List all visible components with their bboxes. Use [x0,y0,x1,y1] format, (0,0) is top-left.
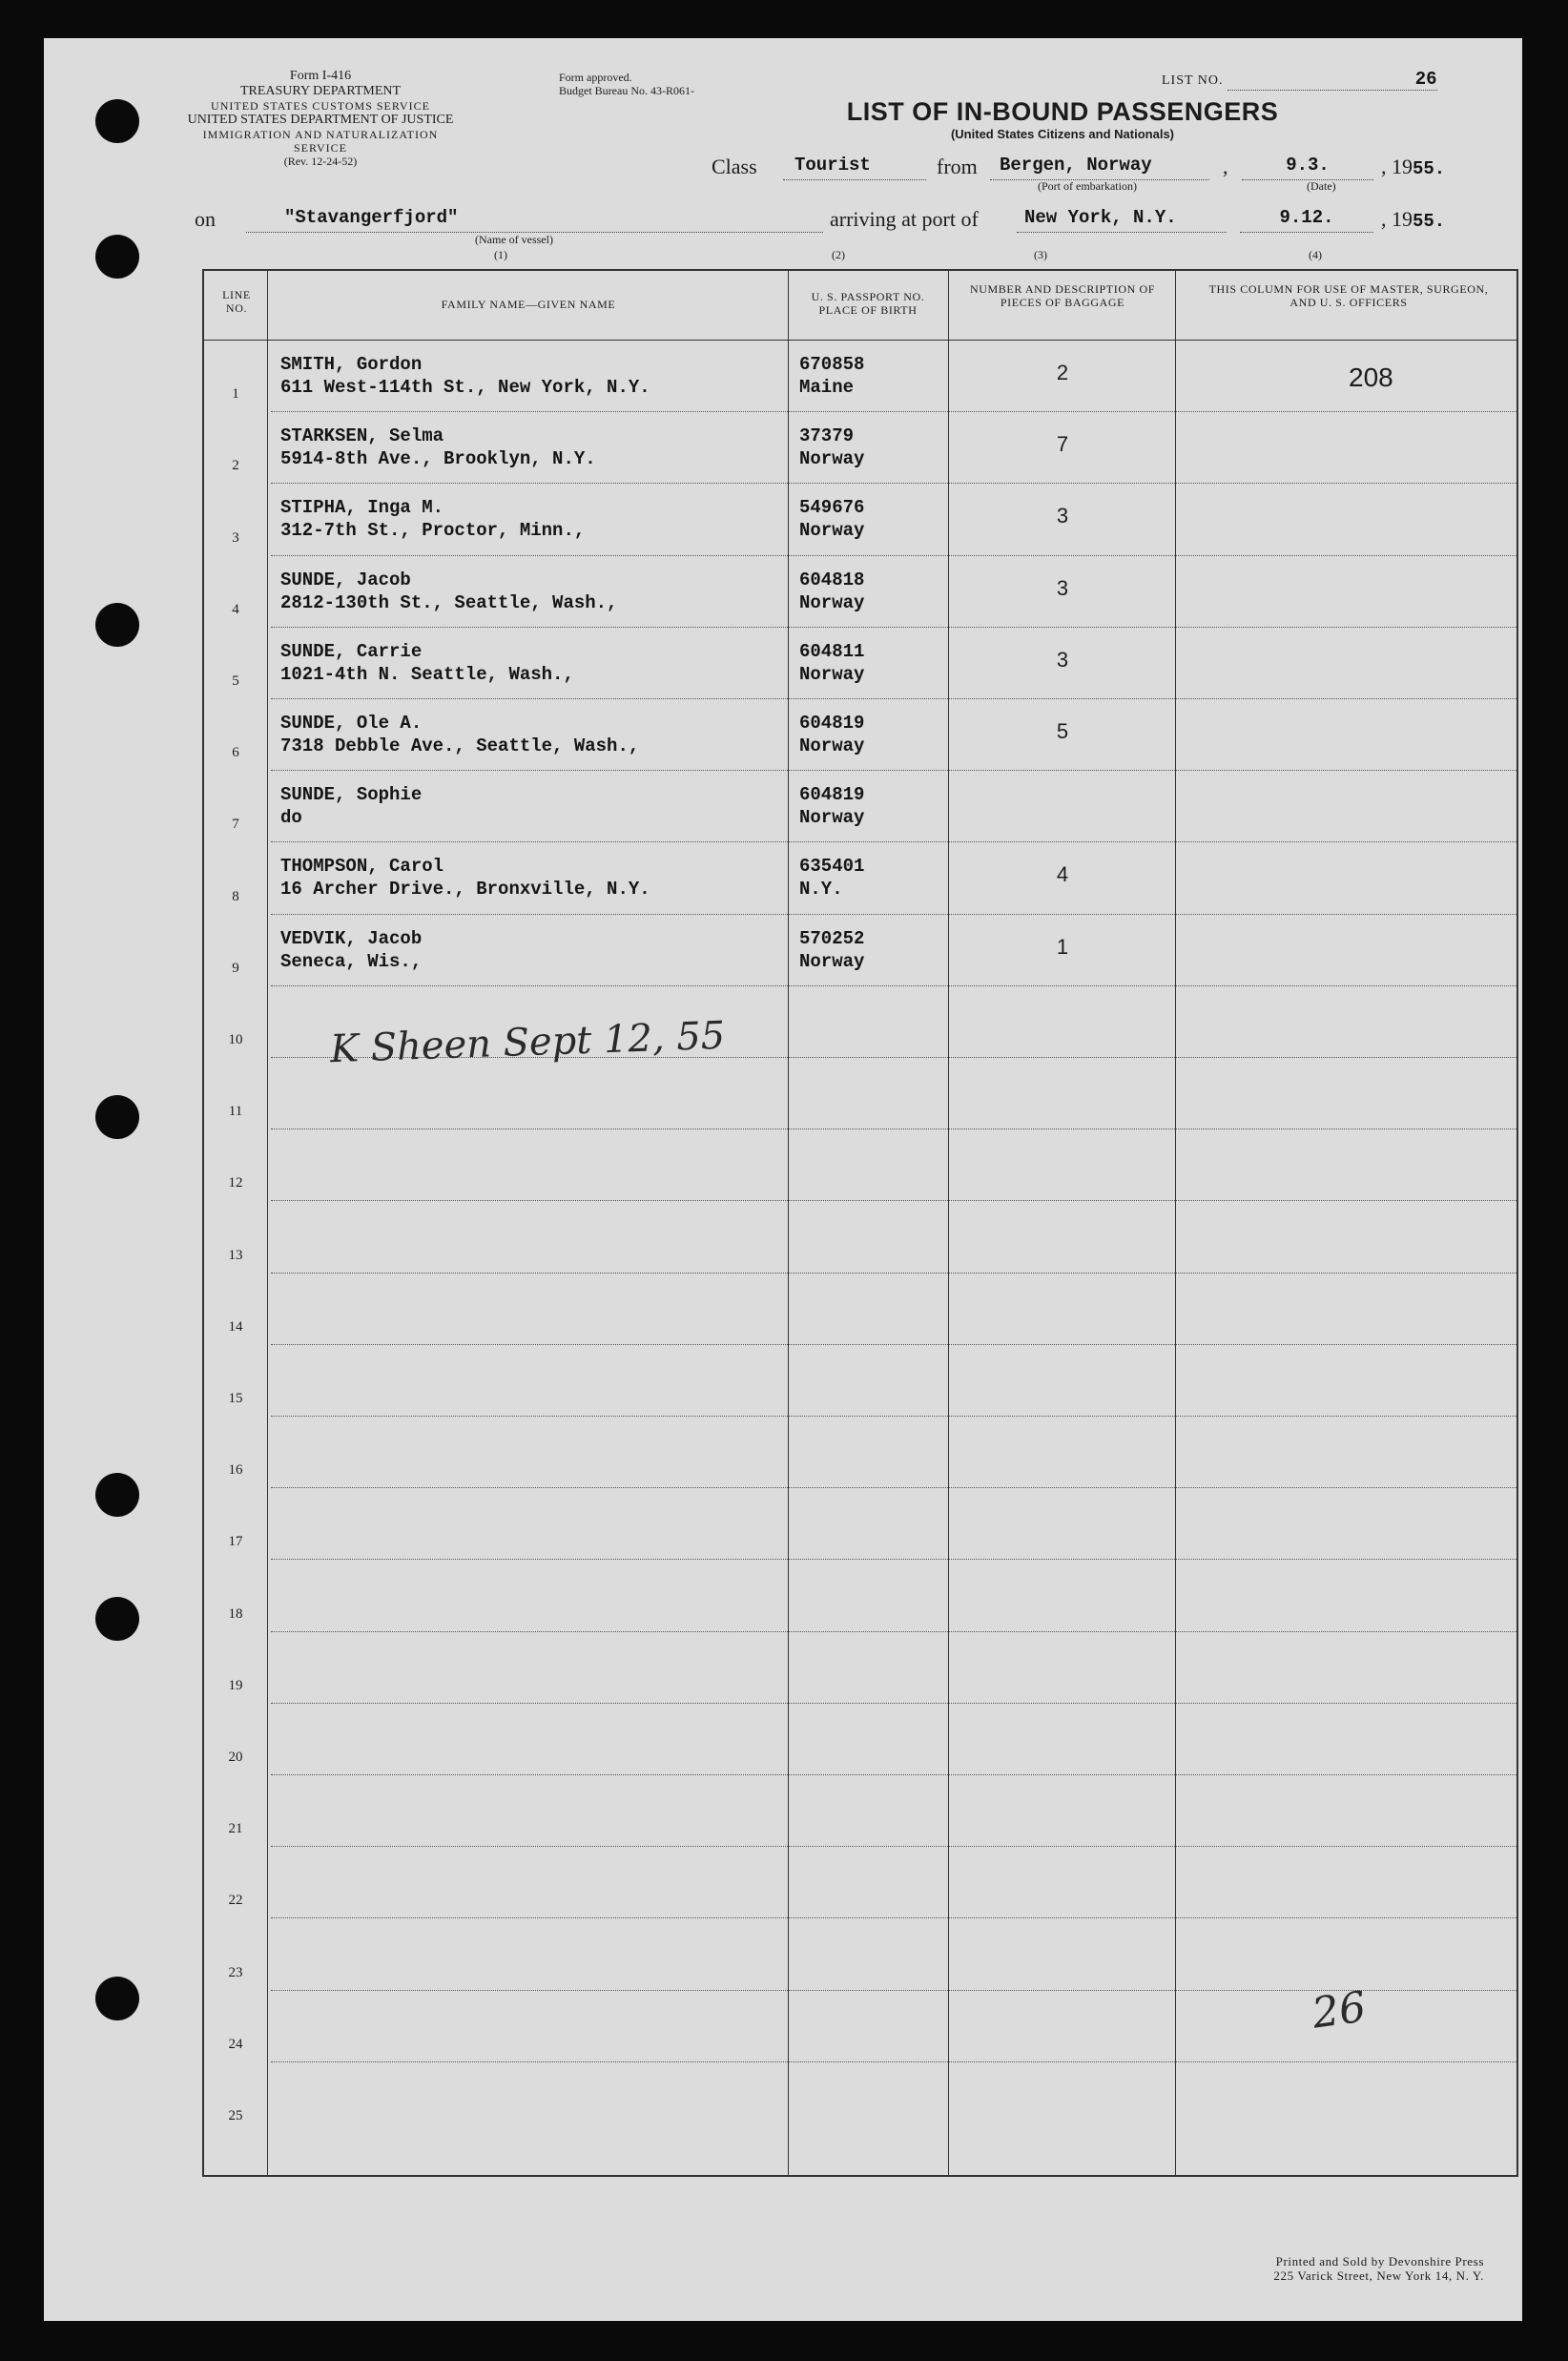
printer-imprint [1273,2254,1484,2283]
port-caption: (Port of embarkation) [1038,179,1137,193]
vessel-name: "Stavangerfjord" [284,207,459,228]
passenger-name: SUNDE, Carrie [280,640,423,662]
line-number: 6 [232,745,239,761]
passport-number: 604819 [799,784,865,806]
agency-header [187,69,454,168]
place-of-birth: Norway [799,591,865,613]
customs-service: UNITED STATES CUSTOMS SERVICE [211,99,430,113]
passenger-name: THOMPSON, Carol [280,856,444,878]
place-of-birth: Norway [799,448,865,470]
page-subtitle: (United States Citizens and Nationals) [950,127,1175,141]
baggage-count: 7 [1056,432,1069,457]
baggage-count: 1 [1056,934,1069,959]
approval-note [559,71,694,97]
punch-hole [95,1977,139,2020]
place-of-birth: Norway [799,520,865,542]
row-divider [271,1917,1516,1918]
printer-line-1: Printed and Sold by Devonshire Press [1275,2254,1484,2268]
line-number: 5 [232,673,239,689]
line-number: 24 [228,2036,243,2052]
line-number: 18 [228,1605,243,1622]
punch-hole [95,1597,139,1641]
column-divider [788,271,789,2175]
arrival-date: 9.12. [1279,207,1334,228]
place-of-birth: Norway [799,950,865,972]
punch-hole [95,603,139,647]
budget-bureau: Budget Bureau No. 43-R061- [559,84,694,97]
column-divider [948,271,949,2175]
header-baggage: NUMBER AND DESCRIPTION OF PIECES OF BAGGAGE [969,282,1156,309]
justice-dept: UNITED STATES DEPARTMENT OF JUSTICE [187,113,454,127]
passenger-address: 1021-4th N. Seattle, Wash., [280,663,574,685]
passenger-address: 611 West-114th St., New York, N.Y. [280,377,650,398]
punch-hole [95,1095,139,1139]
comma: , [1381,207,1387,231]
printer-line-2: 225 Varick Street, New York 14, N. Y. [1273,2268,1484,2283]
column-divider [267,271,268,2175]
arriving-label: arriving at port of [830,207,979,231]
baggage-count: 5 [1056,719,1069,743]
from-label: from [937,155,978,178]
baggage-count: 3 [1056,575,1069,600]
handwritten-page-mark: 26 [1309,1982,1370,2039]
class-label: Class [712,155,757,178]
treasury-dept: TREASURY DEPARTMENT [239,84,402,98]
passenger-table [202,269,1518,2177]
place-of-birth: Norway [799,735,865,756]
baggage-count: 4 [1056,862,1069,887]
baggage-count: 3 [1056,647,1069,672]
row-divider [271,1631,1516,1632]
line-number: 17 [228,1534,243,1550]
vessel-caption: (Name of vessel) [475,233,553,246]
passport-number: 570252 [799,927,865,949]
passenger-address: 312-7th St., Proctor, Minn., [280,520,586,542]
row-divider [271,1846,1516,1847]
line-number: 4 [232,601,239,617]
header-passport: U. S. PASSPORT NO. PLACE OF BIRTH [811,290,925,317]
place-of-birth: Maine [799,377,855,398]
col-1-label: (1) [494,248,507,261]
header-divider [204,340,1516,341]
line-number: 9 [232,960,239,976]
row-divider [271,1487,1516,1488]
line-number: 23 [228,1964,243,1980]
passport-number: 549676 [799,497,865,519]
line-number: 20 [228,1750,243,1765]
place-of-birth: N.Y. [799,879,843,901]
punch-hole [95,235,139,279]
arrival-year [1381,207,1445,232]
line-number: 25 [228,2108,243,2123]
passenger-name: SUNDE, Ole A. [280,713,423,734]
row-divider [271,1559,1516,1560]
arrival-year-value: 55. [1413,211,1446,232]
line-number: 8 [232,888,239,904]
year-prefix: 19 [1392,155,1413,178]
from-port: Bergen, Norway [1000,155,1152,176]
passenger-name: SMITH, Gordon [280,354,423,375]
depart-year-value: 55. [1413,158,1446,179]
depart-year [1381,155,1445,179]
passenger-address: 2812-130th St., Seattle, Wash., [280,591,618,613]
header-name: FAMILY NAME—GIVEN NAME [441,298,616,311]
row-divider [271,1703,1516,1704]
passport-number: 604818 [799,569,865,590]
line-number: 11 [228,1104,243,1120]
list-number-row [1162,69,1486,91]
comma: , [1223,155,1228,178]
row-divider [271,1200,1516,1201]
passenger-address: 16 Archer Drive., Bronxville, N.Y. [280,879,650,901]
col-4-label: (4) [1309,248,1322,261]
line-number: 19 [228,1677,243,1693]
row-divider [271,698,1516,699]
passenger-name: SUNDE, Jacob [280,569,411,590]
inspector-signature: K Sheen Sept 12, 55 [329,1013,726,1072]
class-value: Tourist [794,155,871,176]
arrival-port: New York, N.Y. [1024,207,1177,228]
passenger-address: 5914-8th Ave., Brooklyn, N.Y. [280,448,596,470]
column-divider [1175,271,1176,2175]
row-divider [271,2061,1516,2062]
passport-number: 670858 [799,354,865,375]
place-of-birth: Norway [799,807,865,829]
page-title: LIST OF IN-BOUND PASSENGERS [846,97,1279,126]
passenger-name: VEDVIK, Jacob [280,927,423,949]
passenger-name: STARKSEN, Selma [280,425,444,447]
baggage-count: 2 [1056,361,1069,384]
row-divider [271,914,1516,915]
baggage-count: 3 [1056,504,1069,528]
form-approved: Form approved. [559,71,632,84]
passport-number: 37379 [799,425,855,447]
row-divider [271,483,1516,484]
row-divider [271,985,1516,986]
passenger-address: Seneca, Wis., [280,950,423,972]
passport-number: 635401 [799,856,865,878]
depart-date: 9.3. [1286,155,1330,176]
passenger-address: do [280,807,302,829]
line-number: 21 [228,1821,243,1837]
row-divider [271,627,1516,628]
on-label: on [195,207,216,231]
line-number: 2 [232,458,239,474]
header-officers: THIS COLUMN FOR USE OF MASTER, SURGEON, AND U. S. OFFICERS [1208,282,1489,309]
row-divider [271,1344,1516,1345]
title-block [824,97,1301,141]
row-divider [271,555,1516,556]
header-line-no: LINE NO. [222,288,251,315]
line-number: 3 [232,529,239,546]
passport-number: 604811 [799,640,865,662]
passenger-name: STIPHA, Inga M. [280,497,444,519]
line-number: 22 [228,1893,243,1909]
line-number: 12 [228,1175,243,1191]
passenger-name: SUNDE, Sophie [280,784,423,806]
list-label: LIST NO. [1162,73,1224,88]
passenger-address: 7318 Debble Ave., Seattle, Wash., [280,735,640,756]
revision-date: (Rev. 12-24-52) [283,155,358,168]
document-sheet [44,38,1522,2321]
line-number: 13 [228,1247,243,1263]
line-number: 1 [232,386,239,403]
form-number: Form I-416 [289,69,352,83]
punch-hole [95,1473,139,1517]
place-of-birth: Norway [799,663,865,685]
officer-note: 208 [1349,362,1393,392]
line-number: 10 [228,1032,243,1047]
line-number: 15 [228,1391,243,1406]
row-divider [271,411,1516,412]
comma: , [1381,155,1387,178]
row-divider [271,1774,1516,1775]
year-prefix: 19 [1392,207,1413,231]
ins-service: IMMIGRATION AND NATURALIZATION SERVICE [202,128,439,155]
date-caption: (Date) [1307,179,1336,193]
row-divider [271,1273,1516,1274]
list-number: 26 [1414,69,1437,90]
line-number: 16 [228,1462,243,1479]
passport-number: 604819 [799,713,865,734]
punch-hole [95,99,139,143]
row-divider [271,770,1516,771]
row-divider [271,1416,1516,1417]
col-2-label: (2) [832,248,845,261]
line-number: 14 [228,1318,243,1335]
line-number: 7 [232,817,239,833]
col-3-label: (3) [1034,248,1047,261]
row-divider [271,841,1516,842]
